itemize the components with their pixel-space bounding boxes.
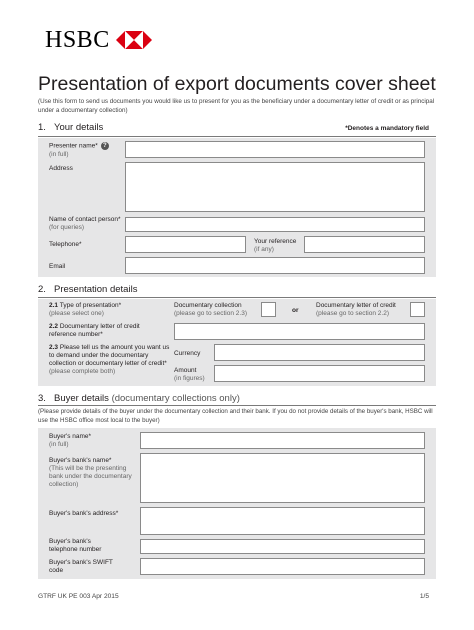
contact-field[interactable] [125,217,425,232]
bank-name-label-text: Buyer's bank's name* [49,457,112,464]
option-collection-text: Documentary collection [174,302,242,309]
contact-label [49,216,124,232]
bank-phone-field[interactable] [140,539,425,554]
hexagon-logo-icon [116,31,152,49]
reference-field[interactable] [304,236,425,253]
amount-label-text: Amount [174,367,197,374]
page-number: 1/5 [419,593,429,600]
contact-hint: (for queries) [49,224,85,231]
lc-reference-field[interactable] [174,323,425,340]
buyer-name-label [49,433,91,449]
presentation-type-label [49,302,169,318]
amount-label [174,367,205,383]
item23-number: 2.3 [49,344,59,351]
section3-title-note: (documentary collections only) [111,393,240,404]
section1-divider [38,136,436,137]
section1-panel [38,138,436,277]
presentation-type-hint: (please select one) [49,310,104,317]
option-collection-label [174,302,247,318]
option-collection-hint: (please go to section 2.3) [174,310,247,317]
email-label: Email [49,263,66,270]
logo-text: HSBC [45,27,110,53]
item21-number: 2.1 [49,302,59,309]
currency-field[interactable] [214,344,425,361]
section2-title: Presentation details [54,284,138,295]
amount-request-label-text: Please tell us the amount you want us to demand under the documentary collection or documentary letter of credit* [49,344,170,367]
address-label: Address [49,165,73,172]
section2-number: 2. [38,284,46,295]
section3-panel [38,428,436,579]
presenter-name-hint: (in full) [49,150,69,158]
section2-divider [38,297,436,298]
page-title: Presentation of export documents cover sheet [38,73,436,95]
help-icon[interactable]: ? [101,142,109,150]
bank-phone-label: Buyer's bank's telephone number [49,538,102,553]
section3-heading [38,393,240,404]
reference-label [254,238,296,254]
option-lc-label [316,302,396,318]
bank-address-label: Buyer's bank's address* [49,510,119,517]
presentation-type-label-text: Type of presentation* [59,302,122,309]
address-field[interactable] [125,162,425,212]
or-text: or [292,307,299,314]
email-field[interactable] [125,257,425,274]
option-lc-hint: (please go to section 2.2) [316,310,389,317]
presenter-name-label-text: Presenter name* [49,142,98,150]
reference-label-text: Your reference [254,238,297,245]
amount-hint: (in figures) [174,375,205,382]
amount-field[interactable] [214,365,425,382]
form-code: GTRF UK PE 003 Apr 2015 [38,593,119,600]
presenter-name-label [49,142,109,159]
section2-heading [38,284,137,295]
mandatory-note: *Denotes a mandatory field [345,125,429,132]
buyer-name-label-text: Buyer's name* [49,433,92,440]
item22-number: 2.2 [49,323,59,330]
section2-panel [38,299,436,386]
buyer-name-hint: (in full) [49,441,69,448]
option-lc-text: Documentary letter of credit [316,302,396,309]
contact-label-text: Name of contact person* [49,216,121,223]
lc-reference-label [49,323,167,339]
section3-note: (Please provide details of the buyer under the documentary collection and their bank. If you do not provide details of the buyer's bank, HSBC will use the HSBC office most local to the buyer) [38,408,433,424]
section3-number: 3. [38,393,46,404]
bank-name-label [49,457,137,489]
lc-reference-label-text: Documentary letter of credit reference number* [49,323,140,338]
lc-checkbox[interactable] [410,302,425,317]
telephone-field[interactable] [125,236,246,253]
section3-divider [38,405,436,406]
bank-address-field[interactable] [140,507,425,535]
bank-name-field[interactable] [140,453,425,503]
page-subtitle: (Use this form to send us documents you would like us to present for you as the beneficiary under a documentary letter of credit or as principal under a documentary collection) [38,98,435,114]
section1-heading [38,122,103,133]
hsbc-logo [45,27,152,53]
reference-hint: (if any) [254,246,274,253]
buyer-name-field[interactable] [140,432,425,449]
currency-label: Currency [174,350,201,357]
section3-title: Buyer details [54,393,109,404]
presenter-name-field[interactable] [125,141,425,158]
collection-checkbox[interactable] [261,302,276,317]
section1-title: Your details [54,122,104,133]
amount-request-label [49,344,174,376]
swift-field[interactable] [140,558,425,575]
bank-name-hint: (This will be the presenting bank under the documentary collection) [49,465,132,488]
swift-label: Buyer's bank's SWIFT code [49,559,113,574]
amount-request-hint: (please complete both) [49,368,116,375]
section1-number: 1. [38,122,46,133]
telephone-label: Telephone* [49,241,82,248]
